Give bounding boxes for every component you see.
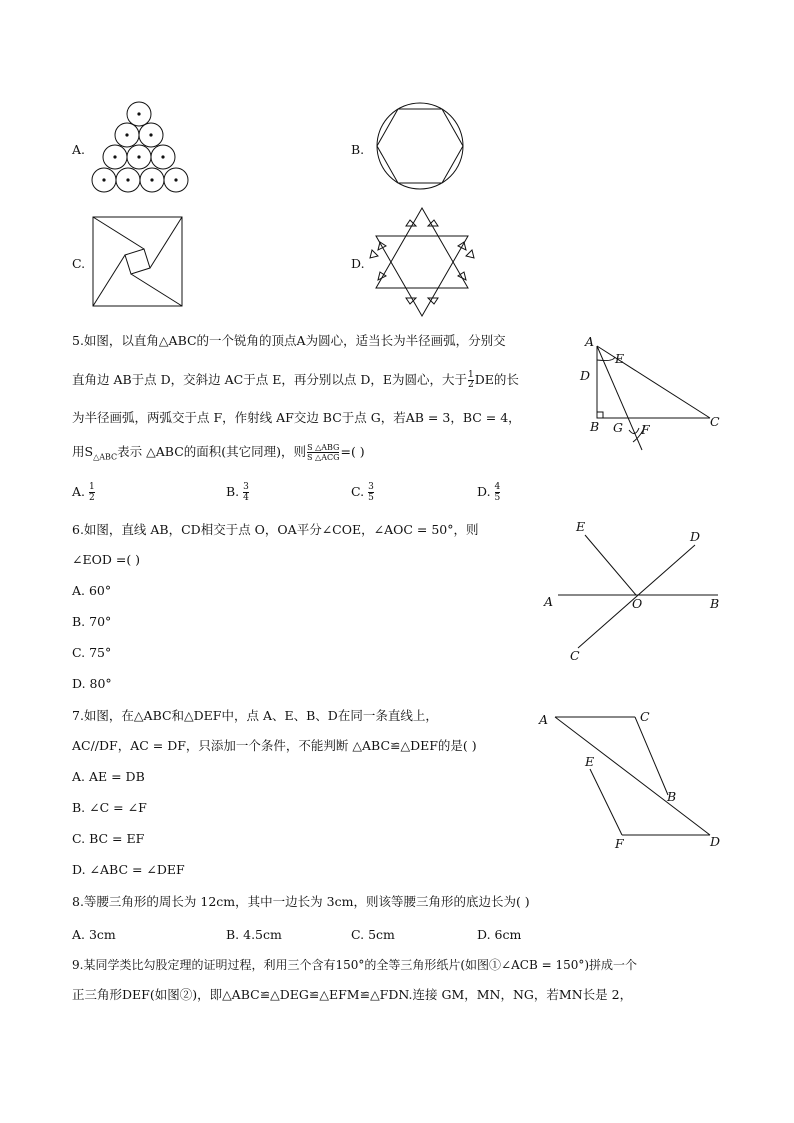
q7-option-d[interactable]: D. ∠ABC = ∠DEF	[72, 862, 185, 877]
q5-option[interactable]	[226, 482, 249, 503]
circles-triangle-figure	[88, 100, 198, 196]
q5-line2	[72, 371, 519, 390]
ratio-num: S △ABG	[307, 443, 340, 452]
q6-intersecting-lines-figure	[540, 515, 730, 665]
q9-line1: 9.某同学类比勾股定理的证明过程，利用三个含有150°的全等三角形纸片(如图①∠ACB = 150°)拼成一个	[72, 958, 638, 972]
label-O: O	[632, 596, 643, 611]
frac-num: 3	[243, 482, 249, 492]
q9-line2: 正三角形DEF(如图②)，即△ABC≌△DEG≌△EFM≌△FDN.连接 GM，MN，NG，若MN长是 2，	[72, 987, 633, 1002]
option-a-label: A.	[72, 142, 86, 157]
hexagon-in-circle-figure	[372, 102, 468, 190]
q5-line2-text: 直角边 AB于点 D，交斜边 AC于点 E，再分别以点 D，E为圆心，大于	[72, 372, 467, 387]
q8-option-c[interactable]: C. 5cm	[351, 927, 395, 942]
label-B: B	[710, 596, 720, 611]
label-C: C	[640, 709, 650, 724]
q5-line4	[72, 443, 365, 466]
label-A: A	[539, 712, 549, 727]
q5-line2-end: DE的长	[474, 372, 519, 387]
q7-parallelogram-figure	[535, 705, 730, 855]
q5-half-fraction	[468, 371, 474, 390]
label-B: B	[667, 789, 677, 804]
answer-paren: =( )	[340, 444, 365, 459]
label-A: A	[544, 594, 554, 609]
q5-option[interactable]	[72, 482, 95, 503]
option-fraction	[368, 482, 374, 503]
label-D: D	[710, 834, 721, 849]
label-F: F	[615, 836, 624, 851]
label-E: E	[585, 754, 595, 769]
pinwheel-square-figure	[92, 216, 184, 308]
frac-num: 4	[494, 482, 501, 492]
option-letter: D.	[477, 484, 491, 499]
option-fraction	[243, 482, 249, 503]
q5-option[interactable]	[351, 482, 374, 503]
q7-line1: 7.如图，在△ABC和△DEF中，点 A、E、B、D在同一条直线上，	[72, 708, 438, 723]
option-letter: B.	[226, 484, 240, 499]
label-C: C	[710, 414, 720, 429]
q5-line4-text: 表示 △ABC的面积(其它同理)，则	[117, 444, 307, 459]
area-ratio-fraction	[307, 443, 339, 462]
label-E: E	[615, 351, 625, 366]
q7-option-b[interactable]: B. ∠C = ∠F	[72, 800, 147, 815]
frac-den: 4	[243, 493, 249, 503]
q8-line1: 8.等腰三角形的周长为 12cm，其中一边长为 3cm，则该等腰三角形的底边长为( )	[72, 894, 530, 909]
q6-option-c[interactable]: C. 75°	[72, 645, 112, 660]
option-fraction	[89, 482, 95, 503]
option-letter: C.	[351, 484, 365, 499]
label-F: F	[641, 422, 650, 437]
q7-option-c[interactable]: C. BC = EF	[72, 831, 145, 846]
q6-option-b[interactable]: B. 70°	[72, 614, 112, 629]
label-D: D	[580, 368, 591, 383]
label-G: G	[613, 420, 623, 435]
label-D: D	[690, 529, 701, 544]
label-A: A	[585, 334, 595, 349]
q5-line1: 5.如图，以直角△ABC的一个锐角的顶点A为圆心，适当长为半径画弧，分别交	[72, 333, 506, 348]
q7-line2: AC//DF，AC = DF，只添加一个条件，不能判断 △ABC≌△DEF的是( )	[72, 738, 477, 753]
area-symbol: 用S	[72, 444, 94, 459]
area-subscript: △ABC	[93, 452, 118, 462]
q6-line2: ∠EOD =( )	[72, 552, 141, 567]
q8-option-d[interactable]: D. 6cm	[477, 927, 522, 942]
q7-option-a[interactable]: A. AE = DB	[72, 769, 145, 784]
ratio-den: S △ACG	[307, 453, 340, 462]
q5-option[interactable]	[477, 482, 500, 503]
option-letter: A.	[72, 484, 86, 499]
label-E: E	[576, 519, 586, 534]
q5-right-triangle-figure	[575, 330, 735, 460]
frac-den: 5	[368, 493, 374, 503]
q5-line3: 为半径画弧，两弧交于点 F，作射线 AF交边 BC于点 G，若AB = 3，BC = 4，	[72, 410, 521, 425]
q6-option-a[interactable]: A. 60°	[72, 583, 112, 598]
q6-line1: 6.如图，直线 AB，CD相交于点 O，OA平分∠COE，∠AOC = 50°，则	[72, 522, 479, 537]
option-d-label: D.	[351, 256, 365, 271]
frac-num: 3	[368, 482, 374, 492]
option-b-label: B.	[351, 142, 365, 157]
frac-den: 2	[467, 380, 474, 390]
frac-num: 1	[467, 370, 474, 380]
frac-den: 2	[89, 493, 95, 503]
label-C: C	[570, 648, 580, 663]
label-B: B	[590, 419, 600, 434]
q8-option-b[interactable]: B. 4.5cm	[226, 927, 282, 942]
option-fraction	[495, 482, 501, 503]
star-of-david-figure	[370, 206, 474, 318]
frac-den: 5	[494, 493, 501, 503]
q8-option-a[interactable]: A. 3cm	[72, 927, 116, 942]
option-c-label: C.	[72, 256, 86, 271]
frac-num: 1	[89, 482, 95, 492]
q6-option-d[interactable]: D. 80°	[72, 676, 112, 691]
